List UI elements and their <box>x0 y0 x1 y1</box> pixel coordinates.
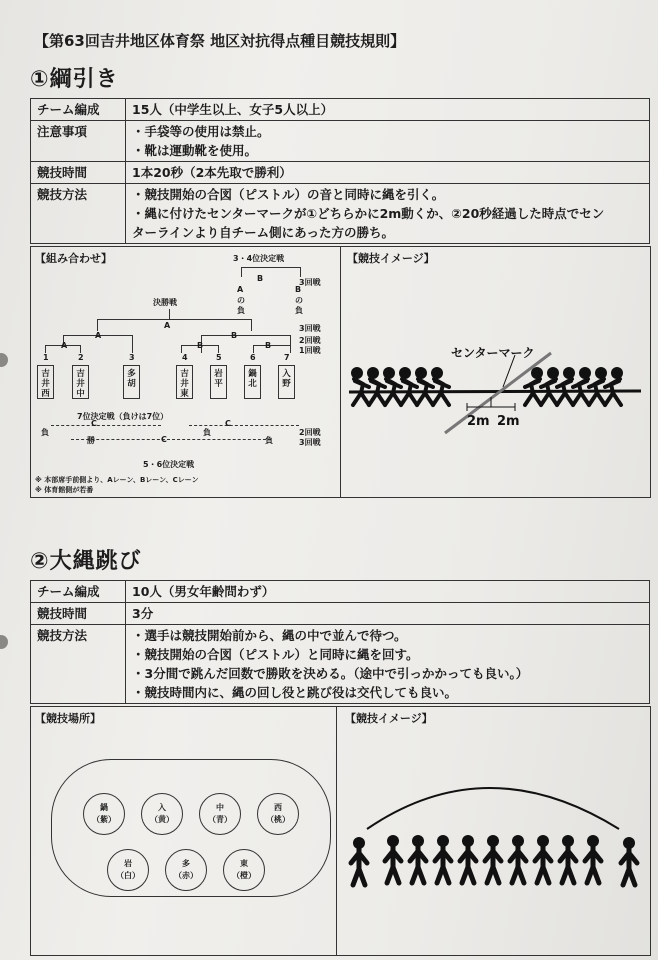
rope-rules-table <box>30 580 650 704</box>
rule-line: ・競技開始の合図（ピストル）と同時に縄を回す。 <box>132 647 419 662</box>
tug-image-label: 【競技イメージ】 <box>347 252 435 265</box>
puller-figure <box>605 367 623 405</box>
team-name-char: 中 <box>76 389 85 399</box>
bracket-dashed-line <box>71 439 271 440</box>
bracket-line <box>97 319 98 331</box>
team-number: 5 <box>216 353 222 362</box>
team-name-char: 岩 <box>214 369 223 379</box>
jumper-figure <box>385 835 401 883</box>
punch-hole <box>0 353 8 367</box>
rule-line: ・選手は競技開始前から、縄の中で並んで待つ。 <box>132 628 407 643</box>
body <box>385 847 401 883</box>
team-area-circle <box>141 793 183 835</box>
rule-label: 競技方法 <box>31 625 126 704</box>
venue-panel <box>30 706 337 956</box>
team-name-char: 平 <box>214 379 223 389</box>
rule-row <box>31 184 650 244</box>
area-name: 多 <box>182 859 190 868</box>
bracket-loser-note: B <box>295 285 302 294</box>
head <box>595 367 607 379</box>
team-area-circle <box>165 849 207 891</box>
rope-turner-figure <box>621 837 637 885</box>
rule-value <box>126 581 650 603</box>
distance-label: 2m <box>467 414 490 429</box>
round-label: 3回戦 <box>299 278 321 287</box>
head <box>563 367 575 379</box>
area-color: （青） <box>208 815 232 824</box>
bracket-line <box>290 345 291 353</box>
rule-row <box>31 603 650 625</box>
rule-label: チーム編成 <box>31 581 126 603</box>
area-color: （白） <box>116 871 140 880</box>
team-name-char: 吉 <box>76 369 85 379</box>
body <box>510 847 526 883</box>
area-color: （桃） <box>266 815 290 824</box>
winner-mark: 勝 <box>87 436 95 445</box>
rule-value <box>126 162 650 184</box>
jumper-figure <box>410 835 426 883</box>
team-name-char: 井 <box>76 379 85 389</box>
rule-row <box>31 162 650 184</box>
team-box <box>244 365 261 399</box>
bracket-loser-note: 負 <box>295 306 303 315</box>
bracket-loser-note: 負 <box>237 306 245 315</box>
rule-value <box>126 121 650 162</box>
bracket-note: ※ 本部席手前側より、Aレーン、Bレーン、Cレーン <box>35 476 199 484</box>
long-rope-illustration <box>337 707 650 955</box>
distance-label: 2m <box>497 414 520 429</box>
team-name-char: 吉 <box>41 369 50 379</box>
team-box <box>37 365 54 399</box>
rope-image-panel <box>336 706 651 956</box>
team-name-char: 胡 <box>127 379 136 389</box>
document-title: 【第63回吉井地区体育祭 地区対抗得点種目競技規則】 <box>34 32 406 50</box>
body <box>560 847 576 883</box>
center-mark-label: センターマーク <box>451 346 535 360</box>
team-name-char: 井 <box>180 379 189 389</box>
team-area-circle <box>257 793 299 835</box>
team-box <box>278 365 295 399</box>
loser-mark: 負 <box>265 436 273 445</box>
rule-line: ・靴は運動靴を使用。 <box>132 143 258 158</box>
bracket-line <box>201 335 291 336</box>
head <box>415 367 427 379</box>
section-title-long-rope: ②大縄跳び <box>30 549 142 574</box>
jumper-figure <box>585 835 601 883</box>
rule-line: 10人（男女年齢問わず） <box>132 584 275 599</box>
head <box>579 367 591 379</box>
round-label: 3回戦 <box>299 438 321 447</box>
team-number: 3 <box>129 353 135 362</box>
bracket-panel <box>30 246 341 498</box>
bracket-dashed-line <box>51 425 161 426</box>
bracket-letter: B <box>197 341 204 350</box>
tug-of-war-illustration <box>341 247 650 497</box>
bracket-line <box>290 335 291 345</box>
loser-mark: 負 <box>41 428 49 437</box>
rule-label: 競技時間 <box>31 603 126 625</box>
rule-line: 1本20秒（2本先取で勝利） <box>132 165 292 180</box>
body <box>351 849 367 885</box>
jumper-figure <box>560 835 576 883</box>
rule-row <box>31 99 650 121</box>
team-name-char: 東 <box>180 389 189 399</box>
bracket-loser-note: の <box>237 296 245 305</box>
third-place-label: 3・4位決定戦 <box>233 254 285 263</box>
bracket-line <box>45 345 46 353</box>
rule-row <box>31 121 650 162</box>
bracket-line <box>241 267 242 277</box>
area-name: 東 <box>240 859 248 868</box>
area-color: （紫） <box>92 815 116 824</box>
bracket-letter: B <box>257 274 264 283</box>
head <box>367 367 379 379</box>
bracket-letter: A <box>61 341 68 350</box>
round-label: 1回戦 <box>299 346 321 355</box>
loser-mark: 負 <box>203 428 211 437</box>
jumper-figure <box>435 835 451 883</box>
body <box>410 847 426 883</box>
rule-label: 注意事項 <box>31 121 126 162</box>
head <box>611 367 623 379</box>
bracket-line <box>169 309 170 319</box>
area-name: 鍋 <box>100 803 108 812</box>
fifth-place-label: 5・6位決定戦 <box>143 460 195 469</box>
team-number: 7 <box>284 353 290 362</box>
head <box>431 367 443 379</box>
punch-hole <box>0 635 8 649</box>
rule-row <box>31 581 650 603</box>
jumper-figure <box>535 835 551 883</box>
bracket-letter: C <box>91 419 97 428</box>
team-box <box>72 365 89 399</box>
venue-label: 【競技場所】 <box>35 712 101 725</box>
body <box>621 849 637 885</box>
team-name-char: 西 <box>41 389 50 399</box>
bracket-line <box>181 345 182 353</box>
head <box>531 367 543 379</box>
rule-line: ・3分間で跳んだ回数で勝敗を決める。（途中で引っかかっても良い。） <box>132 666 529 681</box>
bracket-line <box>80 345 81 353</box>
team-box <box>176 365 193 399</box>
bracket-dashed-line <box>189 425 299 426</box>
team-box <box>123 365 140 399</box>
rule-line: ・縄に付けたセンターマークが①どちらかに2m動くか、②20秒経過した時点でセン <box>132 206 605 221</box>
area-name: 入 <box>158 803 166 812</box>
puller-figure <box>351 367 369 405</box>
bracket-letter: A <box>164 321 171 330</box>
rule-value <box>126 99 650 121</box>
team-name-char: 井 <box>41 379 50 389</box>
tug-image-panel <box>340 246 651 498</box>
area-name: 岩 <box>124 859 132 868</box>
rule-line: ・手袋等の使用は禁止。 <box>132 124 270 139</box>
team-number: 6 <box>250 353 256 362</box>
rule-value <box>126 184 650 244</box>
bracket-letter: A <box>95 331 102 340</box>
team-name-char: 鍋 <box>248 369 257 379</box>
body <box>485 847 501 883</box>
bracket-line <box>241 267 301 268</box>
bracket-line <box>253 345 254 353</box>
jumper-figure <box>510 835 526 883</box>
team-number: 4 <box>182 353 188 362</box>
rule-line: ・競技時間内に、縄の回し役と跳び役は交代しても良い。 <box>132 685 458 700</box>
jump-rope <box>367 788 619 829</box>
round-label: 3回戦 <box>299 324 321 333</box>
rule-line: ・競技開始の合図（ピストル）の音と同時に縄を引く。 <box>132 187 445 202</box>
bracket-letter: C <box>161 435 167 444</box>
area-name: 中 <box>216 803 224 812</box>
rule-label: 競技時間 <box>31 162 126 184</box>
rope-turner-figure <box>351 837 367 885</box>
team-number: 1 <box>43 353 49 362</box>
bracket-label: 【組み合わせ】 <box>35 252 112 265</box>
bracket-letter: B <box>231 331 238 340</box>
team-area-circle <box>223 849 265 891</box>
bracket-line <box>97 319 252 320</box>
head <box>399 367 411 379</box>
final-label: 決勝戦 <box>153 298 177 307</box>
tournament-bracket <box>31 247 342 499</box>
bracket-loser-note: A <box>237 285 244 294</box>
body <box>460 847 476 883</box>
team-box <box>210 365 227 399</box>
area-color: （黄） <box>150 815 174 824</box>
bracket-line <box>218 345 219 353</box>
rope-image-label: 【競技イメージ】 <box>345 712 433 725</box>
bracket-line <box>251 319 252 331</box>
head <box>547 367 559 379</box>
bracket-note: ※ 体育館側が若番 <box>35 486 94 494</box>
round-label: 2回戦 <box>299 428 321 437</box>
team-name-char: 入 <box>282 369 291 379</box>
bracket-line <box>300 267 301 277</box>
team-name-char: 吉 <box>180 369 189 379</box>
body <box>585 847 601 883</box>
bracket-letter: C <box>225 419 231 428</box>
tug-rules-table <box>30 98 650 244</box>
bracket-letter: B <box>265 341 272 350</box>
team-area-circle <box>107 849 149 891</box>
head <box>383 367 395 379</box>
body <box>435 847 451 883</box>
bracket-loser-note: の <box>295 296 303 305</box>
team-area-circle <box>83 793 125 835</box>
area-color: （赤） <box>174 871 198 880</box>
team-name-char: 多 <box>127 369 136 379</box>
area-color: （橙） <box>232 871 256 880</box>
bracket-line <box>253 345 291 346</box>
rule-value <box>126 603 650 625</box>
jumper-figure <box>460 835 476 883</box>
rule-row <box>31 625 650 704</box>
bracket-line <box>132 335 133 353</box>
jumper-figure <box>485 835 501 883</box>
team-number: 2 <box>78 353 84 362</box>
rule-label: 競技方法 <box>31 184 126 244</box>
area-name: 西 <box>274 803 282 812</box>
seventh-place-label: 7位決定戦（負けは7位） <box>77 412 169 421</box>
body <box>535 847 551 883</box>
section-title-tug-of-war: ①綱引き <box>30 67 119 92</box>
round-label: 2回戦 <box>299 336 321 345</box>
head <box>351 367 363 379</box>
rule-label: チーム編成 <box>31 99 126 121</box>
team-name-char: 野 <box>282 379 291 389</box>
rule-value <box>126 625 650 704</box>
team-name-char: 北 <box>248 379 257 389</box>
team-area-circle <box>199 793 241 835</box>
rule-line: 3分 <box>132 606 154 621</box>
rule-line: 15人（中学生以上、女子5人以上） <box>132 102 334 117</box>
rule-line: ターラインより自チーム側にあった方の勝ち。 <box>132 225 395 240</box>
